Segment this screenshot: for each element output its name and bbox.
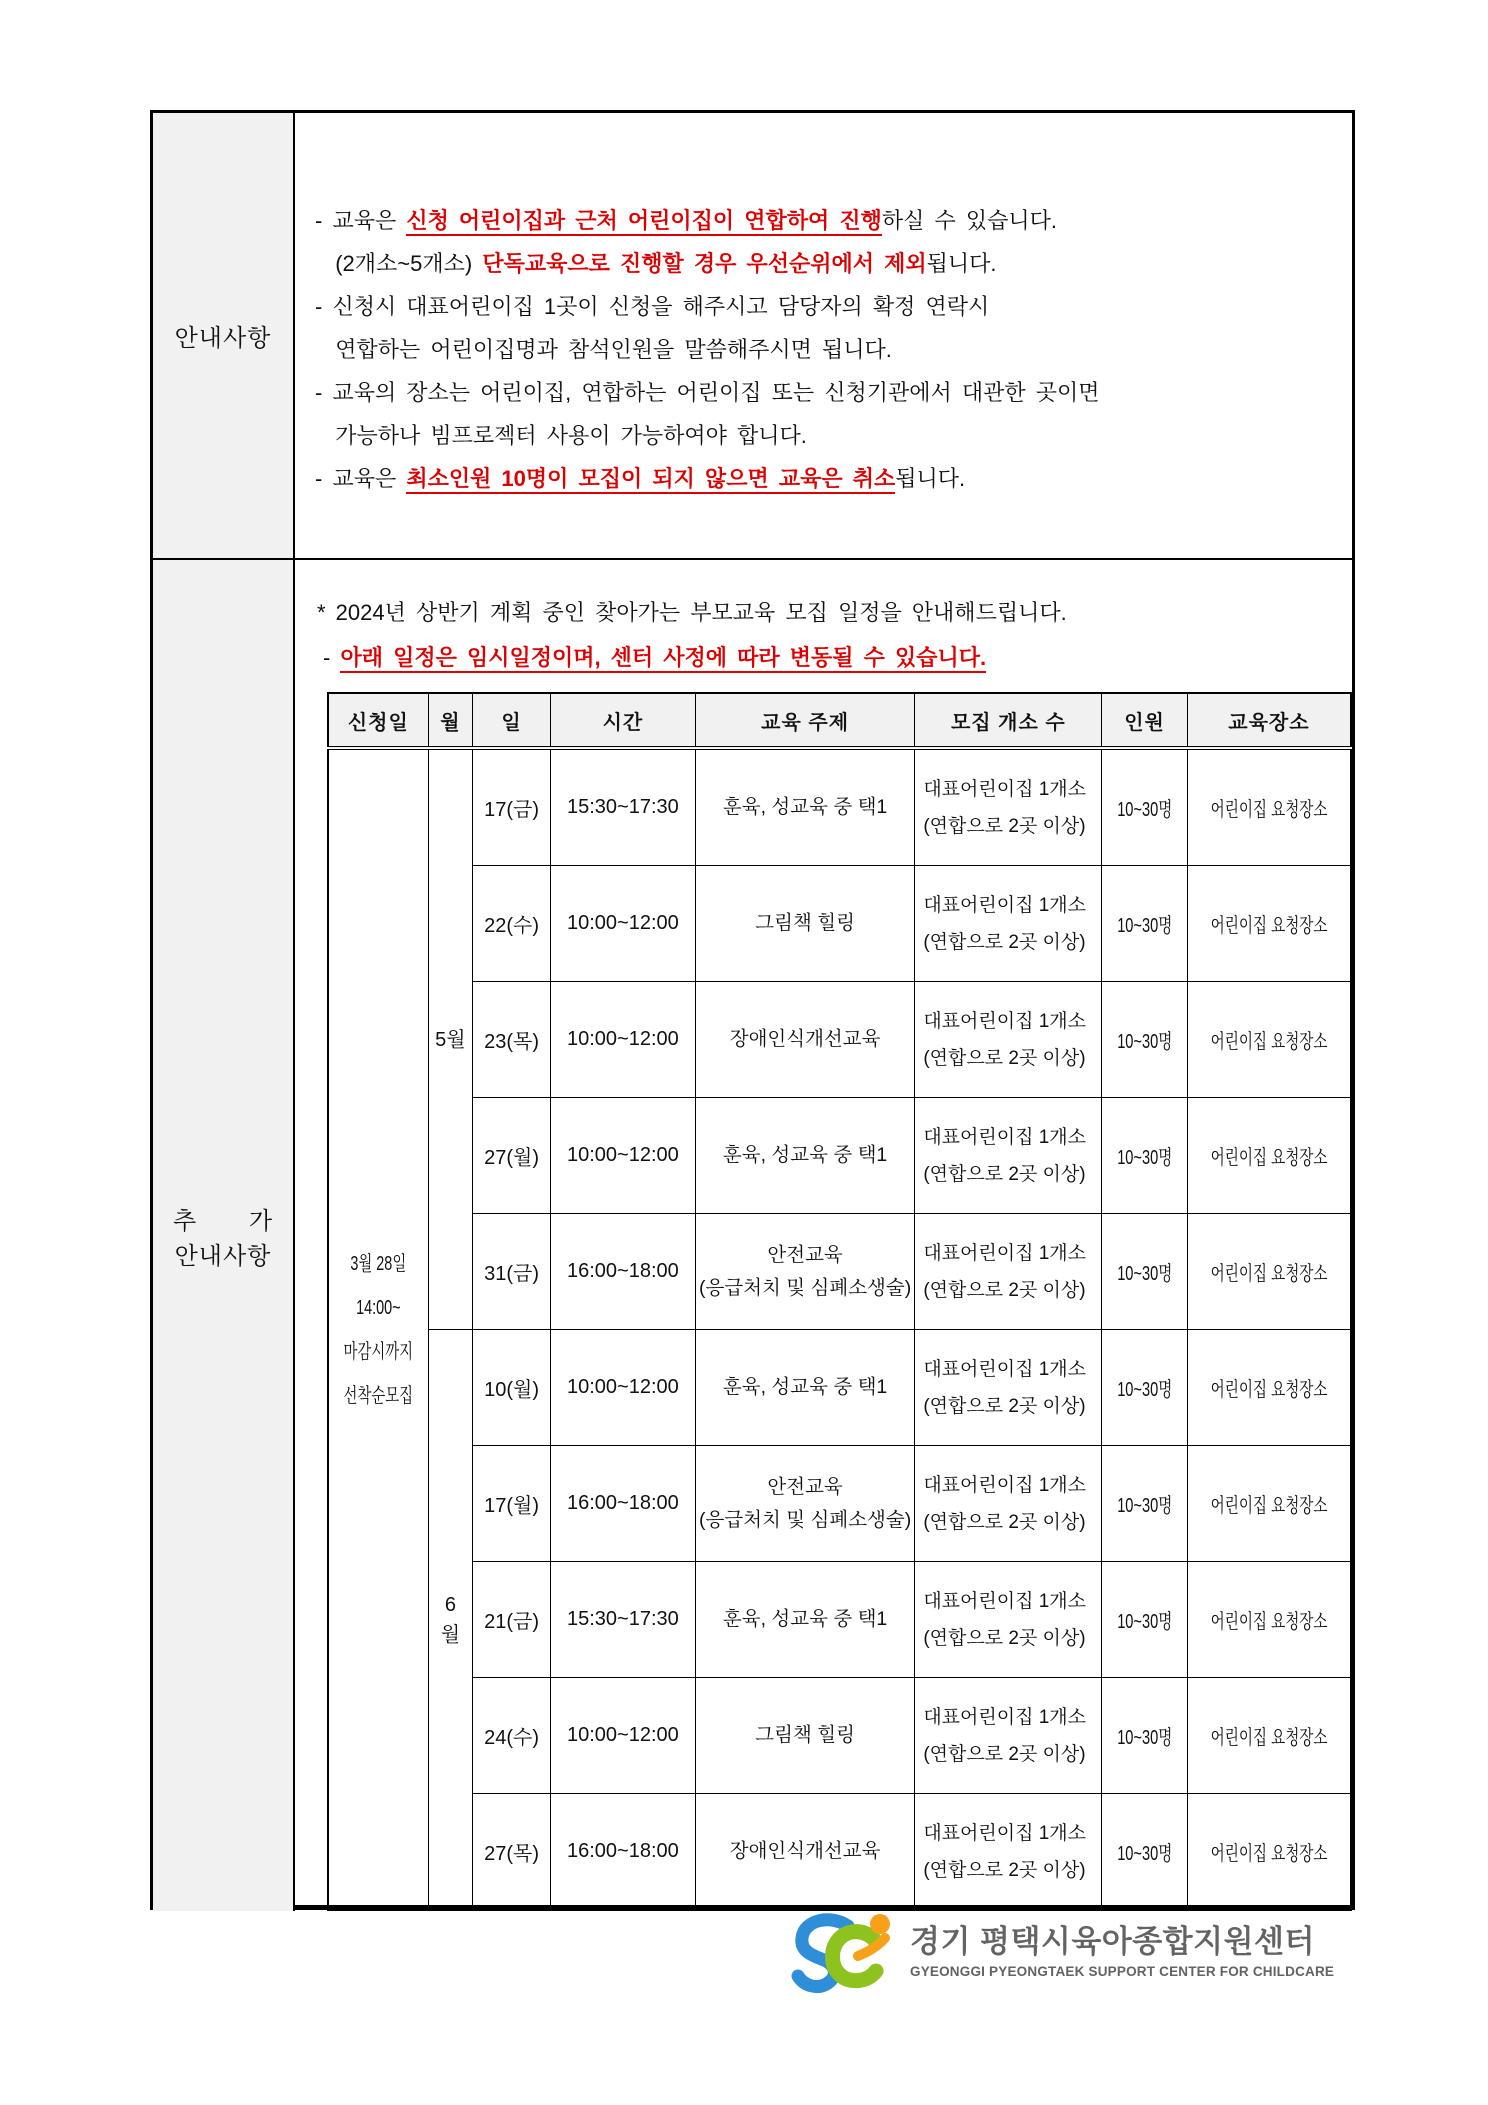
cell-topic: 안전교육 (응급처치 및 심폐소생술)	[695, 1214, 914, 1330]
cell-time: 15:30~17:30	[550, 748, 695, 866]
people-count-text: 10~30명	[1117, 1843, 1173, 1865]
cell-day: 31(금)	[473, 1214, 551, 1330]
cell-people	[1102, 1330, 1188, 1446]
cell-day: 10(월)	[473, 1330, 551, 1446]
cell-time: 16:00~18:00	[550, 1794, 695, 1911]
cell-recruit-count: 대표어린이집 1개소 (연합으로 2곳 이상)	[915, 982, 1102, 1098]
header-month: 월	[428, 693, 473, 748]
cell-people	[1102, 866, 1188, 982]
text-segment: 가능하나 빔프로젝터 사용이 가능하여야 합니다.	[315, 423, 807, 448]
cell-topic: 훈육, 성교육 중 택1	[695, 1098, 914, 1214]
people-count-text: 10~30명	[1117, 915, 1173, 937]
schedule-table	[327, 692, 1352, 1911]
table-row	[328, 1446, 1351, 1562]
cell-topic: 장애인식개선교육	[695, 982, 914, 1098]
people-count-text: 10~30명	[1117, 1031, 1173, 1053]
cell-recruit-count: 대표어린이집 1개소 (연합으로 2곳 이상)	[915, 748, 1102, 866]
cell-month: 6 월	[428, 1330, 473, 1911]
text-segment: 하실 수 있습니다.	[881, 208, 1058, 233]
table-row	[328, 1562, 1351, 1678]
header-recruit-count: 모집 개소 수	[915, 693, 1102, 748]
cell-day: 24(수)	[473, 1678, 551, 1794]
cell-day: 27(목)	[473, 1794, 551, 1911]
cell-time: 16:00~18:00	[550, 1446, 695, 1562]
cell-people	[1102, 982, 1188, 1098]
header-people: 인원	[1102, 693, 1188, 748]
table-row	[328, 866, 1351, 982]
cell-people	[1102, 1446, 1188, 1562]
place-text: 어린이집 요청장소	[1210, 1379, 1328, 1401]
text-segment: - 교육의 장소는 어린이집, 연합하는 어린이집 또는 신청기관에서 대관한 곳이면	[315, 380, 1100, 405]
header-time: 시간	[550, 693, 695, 748]
cell-recruit-count: 대표어린이집 1개소 (연합으로 2곳 이상)	[915, 1446, 1102, 1562]
cell-time: 10:00~12:00	[550, 1330, 695, 1446]
cell-time: 15:30~17:30	[550, 1562, 695, 1678]
cell-topic: 안전교육 (응급처치 및 심폐소생술)	[695, 1446, 914, 1562]
org-name-english: GYEONGGI PYEONGTAEK SUPPORT CENTER FOR CHILDCARE	[910, 1964, 1335, 1979]
cell-recruit-count: 대표어린이집 1개소 (연합으로 2곳 이상)	[915, 866, 1102, 982]
support-center-logo-icon	[788, 1912, 896, 1998]
notice-section-label	[153, 113, 295, 558]
additional-label-line1: 추 가	[173, 1207, 273, 1235]
place-text: 어린이집 요청장소	[1210, 915, 1328, 937]
cell-recruit-count: 대표어린이집 1개소 (연합으로 2곳 이상)	[915, 1098, 1102, 1214]
place-text: 어린이집 요청장소	[1210, 1147, 1328, 1169]
cell-apply-date	[328, 748, 428, 1910]
notice-line	[315, 199, 1338, 242]
cell-people	[1102, 748, 1188, 866]
text-segment: 됩니다.	[895, 466, 966, 491]
header-place: 교육장소	[1187, 693, 1351, 748]
cell-recruit-count: 대표어린이집 1개소 (연합으로 2곳 이상)	[915, 1330, 1102, 1446]
notice-line	[315, 371, 1338, 414]
cell-time: 10:00~12:00	[550, 1678, 695, 1794]
cell-place	[1187, 748, 1351, 866]
place-text: 어린이집 요청장소	[1210, 1727, 1328, 1749]
schedule-intro-line: * 2024년 상반기 계획 중인 찾아가는 부모교육 모집 일정을 안내해드립니다.	[317, 600, 1067, 625]
additional-section-label	[153, 558, 295, 1911]
cell-people	[1102, 1562, 1188, 1678]
cell-recruit-count: 대표어린이집 1개소 (연합으로 2곳 이상)	[915, 1214, 1102, 1330]
text-segment: -	[323, 645, 341, 670]
notice-line	[315, 242, 1338, 285]
place-text: 어린이집 요청장소	[1210, 1495, 1328, 1517]
notice-section-body	[295, 113, 1352, 558]
notice-line	[315, 328, 1338, 371]
text-segment: - 교육은	[315, 208, 407, 233]
people-count-text: 10~30명	[1117, 1263, 1173, 1285]
people-count-text: 10~30명	[1117, 1727, 1173, 1749]
table-row	[328, 982, 1351, 1098]
cell-topic: 훈육, 성교육 중 택1	[695, 1562, 914, 1678]
place-text: 어린이집 요청장소	[1210, 1843, 1328, 1865]
highlighted-text-segment: 단독교육으로 진행할 경우 우선순위에서 제외	[482, 251, 927, 276]
cell-day: 23(목)	[473, 982, 551, 1098]
text-segment: 됩니다.	[926, 251, 997, 276]
notice-line	[315, 285, 1338, 328]
highlighted-text-segment: 아래 일정은 임시일정이며, 센터 사정에 따라 변동될 수 있습니다.	[340, 645, 986, 673]
place-text: 어린이집 요청장소	[1210, 1611, 1328, 1633]
table-row	[328, 1214, 1351, 1330]
notice-label-text: 안내사항	[174, 325, 272, 352]
people-count-text: 10~30명	[1117, 1611, 1173, 1633]
cell-day: 17(월)	[473, 1446, 551, 1562]
cell-place	[1187, 982, 1351, 1098]
notice-document-table	[150, 110, 1355, 1910]
notice-line	[315, 457, 1338, 500]
apply-date-text: 3월 28일 14:00~ 마감시까지 선착순모집	[343, 1252, 414, 1407]
cell-place	[1187, 1562, 1351, 1678]
cell-day: 21(금)	[473, 1562, 551, 1678]
text-segment: 연합하는 어린이집명과 참석인원을 말씀해주시면 됩니다.	[315, 337, 892, 362]
people-count-text: 10~30명	[1117, 1147, 1173, 1169]
header-topic: 교육 주제	[695, 693, 914, 748]
cell-day: 17(금)	[473, 748, 551, 866]
highlighted-text-segment: 신청 어린이집과 근처 어린이집이 연합하여 진행	[406, 208, 882, 236]
header-apply-date: 신청일	[328, 693, 428, 748]
cell-time: 10:00~12:00	[550, 866, 695, 982]
text-segment: (2개소~5개소)	[315, 251, 483, 276]
schedule-table-header	[328, 693, 1351, 748]
cell-time: 10:00~12:00	[550, 982, 695, 1098]
cell-day: 22(수)	[473, 866, 551, 982]
cell-place	[1187, 1214, 1351, 1330]
cell-topic: 그림책 힐링	[695, 1678, 914, 1794]
table-row	[328, 1098, 1351, 1214]
cell-recruit-count: 대표어린이집 1개소 (연합으로 2곳 이상)	[915, 1678, 1102, 1794]
highlighted-text-segment: 최소인원 10명이 모집이 되지 않으면 교육은 취소	[406, 466, 895, 494]
table-row	[328, 1794, 1351, 1911]
people-count-text: 10~30명	[1117, 1379, 1173, 1401]
table-row	[328, 748, 1351, 866]
cell-place	[1187, 1446, 1351, 1562]
cell-topic: 장애인식개선교육	[695, 1794, 914, 1911]
cell-recruit-count: 대표어린이집 1개소 (연합으로 2곳 이상)	[915, 1562, 1102, 1678]
table-row	[328, 1678, 1351, 1794]
cell-topic: 그림책 힐링	[695, 866, 914, 982]
cell-recruit-count: 대표어린이집 1개소 (연합으로 2곳 이상)	[915, 1794, 1102, 1911]
cell-place	[1187, 1098, 1351, 1214]
text-segment: - 교육은	[315, 466, 407, 491]
people-count-text: 10~30명	[1117, 799, 1173, 821]
additional-section-body	[295, 558, 1352, 1911]
people-count-text: 10~30명	[1117, 1495, 1173, 1517]
cell-people	[1102, 1794, 1188, 1911]
schedule-table-body	[328, 748, 1351, 1910]
org-name-block	[910, 1912, 1334, 1979]
header-day: 일	[473, 693, 551, 748]
org-name-korean: 경기 평택시육아종합지원센터	[910, 1924, 1315, 1959]
cell-people	[1102, 1678, 1188, 1794]
cell-topic: 훈육, 성교육 중 택1	[695, 748, 914, 866]
cell-place	[1187, 1678, 1351, 1794]
cell-time: 16:00~18:00	[550, 1214, 695, 1330]
table-row	[328, 1330, 1351, 1446]
additional-label-line2: 안내사항	[174, 1242, 272, 1270]
place-text: 어린이집 요청장소	[1210, 1263, 1328, 1285]
cell-place	[1187, 866, 1351, 982]
cell-place	[1187, 1330, 1351, 1446]
cell-people	[1102, 1098, 1188, 1214]
cell-topic: 훈육, 성교육 중 택1	[695, 1330, 914, 1446]
cell-month: 5월	[428, 748, 473, 1330]
place-text: 어린이집 요청장소	[1210, 1031, 1328, 1053]
cell-time: 10:00~12:00	[550, 1098, 695, 1214]
org-logo-block	[788, 1912, 1334, 1998]
cell-day: 27(월)	[473, 1098, 551, 1214]
cell-people	[1102, 1214, 1188, 1330]
cell-place	[1187, 1794, 1351, 1911]
notice-line	[315, 414, 1338, 457]
text-segment: - 신청시 대표어린이집 1곳이 신청을 해주시고 담당자의 확정 연락시	[315, 294, 990, 319]
place-text: 어린이집 요청장소	[1210, 799, 1328, 821]
schedule-intro-warning	[317, 635, 1352, 680]
